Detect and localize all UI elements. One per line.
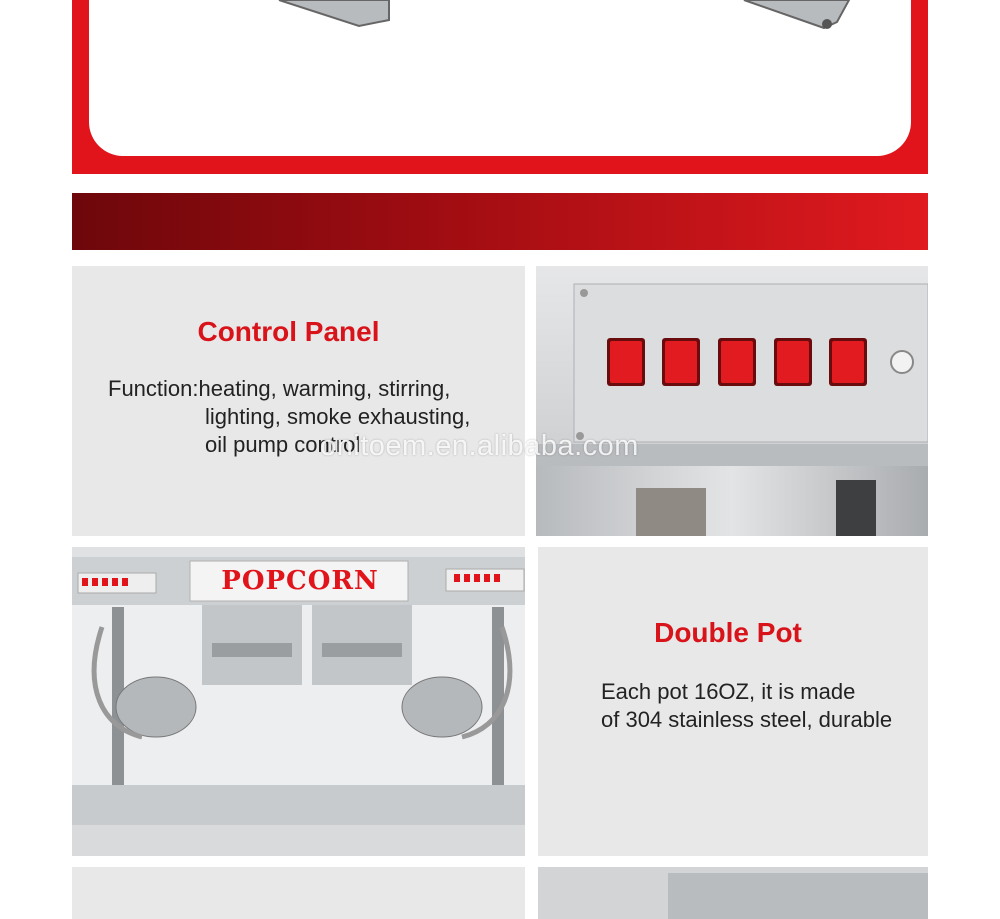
- watermark-text: onitoem.en.alibaba.com: [320, 430, 639, 462]
- control-panel-photo: [536, 266, 928, 536]
- popcorn-sign: POPCORN: [221, 566, 379, 596]
- double-pot-line1: Each pot 16OZ, it is made: [601, 679, 856, 704]
- control-panel-function-line3: oil pump control: [205, 432, 361, 457]
- double-pot-photo: [72, 547, 525, 856]
- section-banner: [72, 193, 928, 250]
- next-info-panel: [72, 867, 525, 919]
- double-pot-info: [538, 547, 928, 856]
- next-photo: [538, 867, 928, 919]
- top-product-card: [89, 0, 911, 156]
- machine-base-illustration: [89, 0, 911, 156]
- control-panel-function-line2: lighting, smoke exhausting,: [205, 404, 471, 429]
- double-pot-line2: of 304 stainless steel, durable: [601, 707, 893, 732]
- double-pot-title: Double Pot: [654, 617, 802, 648]
- control-panel-function-line1: Function:heating, warming, stirring,: [108, 376, 451, 401]
- control-panel-title: Control Panel: [197, 316, 380, 347]
- control-panel-info: [72, 266, 525, 536]
